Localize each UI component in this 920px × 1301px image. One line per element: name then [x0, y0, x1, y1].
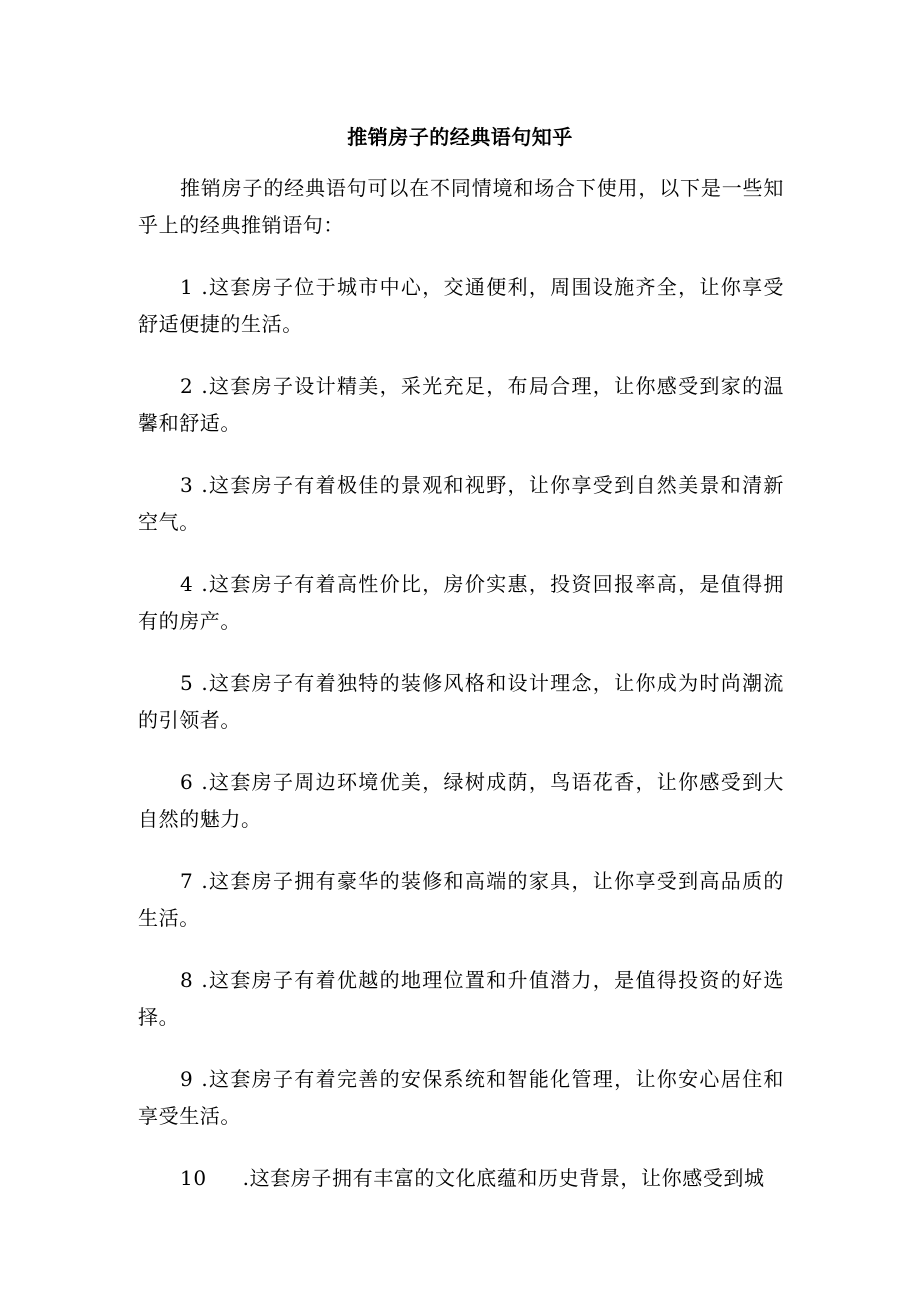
page-title: 推销房子的经典语句知乎 [347, 125, 573, 149]
item-number: 6 [180, 770, 194, 794]
item-number: 8 [180, 968, 194, 992]
item-text: .这套房子有着高性价比，房价实惠，投资回报率高，是值得拥有的房产。 [138, 572, 784, 633]
item-text: .这套房子周边环境优美，绿树成荫，鸟语花香，让你感受到大自然的魅力。 [138, 770, 784, 831]
list-item [138, 566, 784, 640]
list-item [138, 962, 784, 1036]
list-item [138, 467, 784, 541]
item-number: 9 [180, 1067, 194, 1091]
item-text: .这套房子位于城市中心，交通便利，周围设施齐全，让你享受舒适便捷的生活。 [138, 275, 784, 336]
item-number: 5 [180, 671, 194, 695]
item-number: 4 [180, 572, 194, 596]
item-number: 7 [180, 869, 194, 893]
item-text: .这套房子有着极佳的景观和视野，让你享受到自然美景和清新空气。 [138, 473, 784, 534]
list-item [138, 665, 784, 739]
item-text: .这套房子设计精美，采光充足，布局合理，让你感受到家的温馨和舒适。 [138, 374, 784, 435]
item-text: .这套房子拥有豪华的装修和高端的家具，让你享受到高品质的生活。 [138, 869, 784, 930]
item-text: .这套房子有着独特的装修风格和设计理念，让你成为时尚潮流的引领者。 [138, 671, 784, 732]
item-text: .这套房子有着完善的安保系统和智能化管理，让你安心居住和享受生活。 [138, 1067, 784, 1128]
list-item [138, 863, 784, 937]
item-number: 1 [180, 275, 194, 299]
list-item [138, 1160, 784, 1197]
item-text: .这套房子拥有丰富的文化底蕴和历史背景，让你感受到城 [242, 1166, 765, 1190]
item-number: 10 [180, 1166, 207, 1190]
list-item [138, 368, 784, 442]
item-number: 2 [180, 374, 194, 398]
list-item [138, 269, 784, 343]
list-item [138, 1061, 784, 1135]
item-number: 3 [180, 473, 194, 497]
list-item [138, 764, 784, 838]
item-text: .这套房子有着优越的地理位置和升值潜力，是值得投资的好选择。 [138, 968, 784, 1029]
intro-paragraph: 推销房子的经典语句可以在不同情境和场合下使用，以下是一些知乎上的经典推销语句： [138, 176, 784, 237]
document-body [138, 170, 784, 1222]
